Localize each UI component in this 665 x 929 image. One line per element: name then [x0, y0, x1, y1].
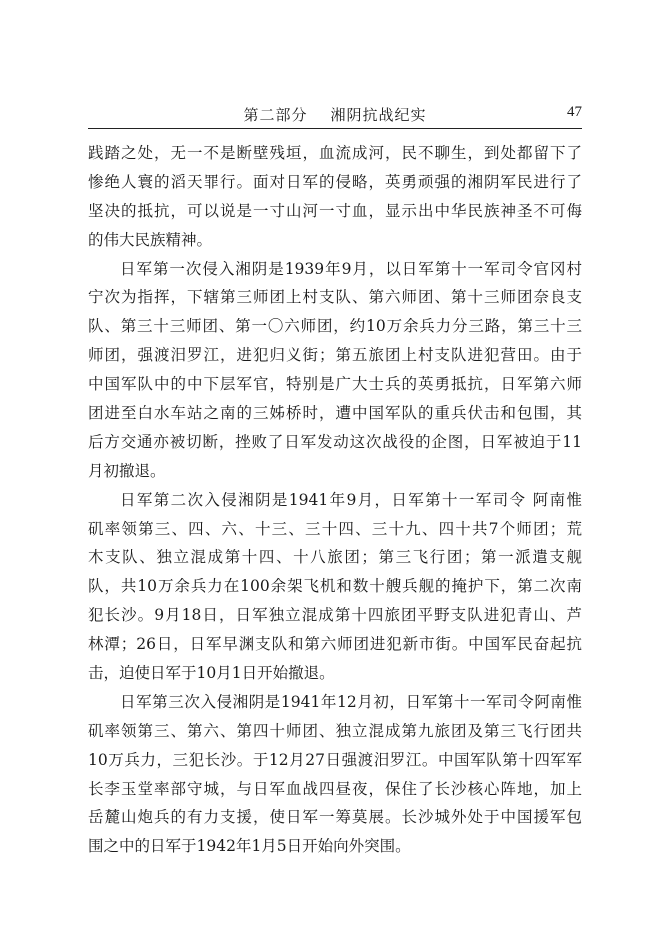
text-line: 的伟大民族精神。: [88, 230, 213, 249]
text-line: 宁次为指挥，下辖第三师团上村支队、第六师团、第十三师团奈良支: [88, 288, 582, 307]
text-line: 林潭；26日，日军早渊支队和第六师团进犯新市街。中国军民奋起抗: [88, 635, 582, 654]
text-line: 队、第三十三师团、第一〇六师团，约10万余兵力分三路，第三十三: [88, 317, 582, 336]
text-line: 木支队、独立混成第十四、十八旅团；第三飞行团；第一派遣支舰: [88, 548, 582, 567]
text-line: 团进至白水车站之南的三姊桥时，遭中国军队的重兵伏击和包围，其: [88, 404, 582, 423]
body-text: [88, 139, 582, 861]
paragraph-first-line: 日军第一次侵入湘阴是1939年9月，以日军第十一军司令官冈村: [120, 259, 582, 278]
text-line: 月初撤退。: [88, 461, 166, 480]
text-line: 惨绝人寰的滔天罪行。面对日军的侵略，英勇顽强的湘阴军民进行了: [88, 172, 582, 191]
header-divider: [88, 128, 582, 129]
text-line: 矶率领第三、第六、第四十师团、独立混成第九旅团及第三飞行团共: [88, 721, 582, 740]
text-line: 犯长沙。9月18日，日军独立混成第十四旅团平野支队进犯青山、芦: [88, 606, 582, 625]
paragraph-first-line: 日军第三次入侵湘阴是1941年12月初，日军第十一军司令阿南惟: [120, 692, 582, 711]
text-line: 岳麓山炮兵的有力支援，使日军一筹莫展。长沙城外处于中国援军包: [88, 808, 582, 827]
text-line: 后方交通亦被切断，挫败了日军发动这次战役的企图，日军被迫于11: [88, 432, 582, 451]
text-line: 击，迫使日军于10月1日开始撤退。: [88, 664, 335, 683]
running-header: [88, 104, 582, 126]
text-line: 师团，强渡汨罗江，进犯归义街；第五旅团上村支队进犯营田。由于: [88, 346, 582, 365]
text-line: 践踏之处，无一不是断壁残垣，血流成河，民不聊生，到处都留下了: [88, 144, 582, 162]
text-line: 队，共10万余兵力在100余架飞机和数十艘兵舰的掩护下，第二次南: [88, 577, 582, 596]
text-line: 围之中的日军于1942年1月5日开始向外突围。: [88, 837, 411, 856]
text-line: 坚决的抵抗，可以说是一寸山河一寸血，显示出中华民族神圣不可侮: [88, 201, 582, 220]
paragraph-first-line: 日军第二次入侵湘阴是1941年9月，日军第十一军司令 阿南惟: [120, 490, 582, 509]
text-line: 中国军队中的中下层军官，特别是广大士兵的英勇抵抗，日军第六师: [88, 375, 582, 394]
page-number: 47: [567, 104, 582, 120]
text-line: 10万兵力，三犯长沙。于12月27日强渡汨罗江。中国军队第十四军军: [88, 750, 582, 769]
section-title: 第二部分 湘阴抗战纪实: [243, 106, 427, 124]
text-line: 长李玉堂率部守城，与日军血战四昼夜，保住了长沙核心阵地，加上: [88, 779, 582, 798]
text-line: 矶率领第三、四、六、十三、三十四、三十九、四十共7个师团；荒: [88, 519, 582, 538]
